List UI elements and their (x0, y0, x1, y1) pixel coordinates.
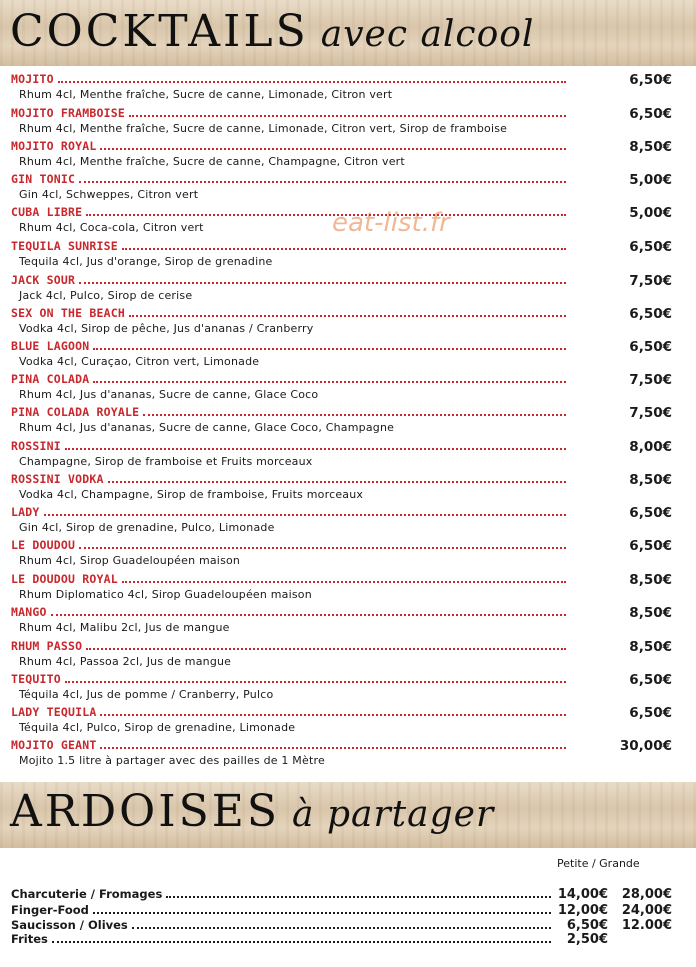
cocktail-price: 8,50€ (629, 572, 672, 588)
board-size-header: Petite / Grande (557, 857, 640, 870)
cocktail-name: ROSSINI (11, 439, 61, 453)
cocktail-name: LE DOUDOU ROYAL (11, 572, 118, 586)
cocktail-price: 8,50€ (629, 605, 672, 621)
cocktail-price: 7,50€ (629, 273, 672, 289)
cocktail-name-row (11, 70, 566, 86)
dot-leader (93, 347, 566, 350)
cocktail-item (0, 203, 696, 237)
dot-leader (65, 680, 566, 683)
cocktail-price: 6,50€ (629, 505, 672, 521)
cocktail-name-row (11, 104, 566, 120)
board-item (0, 932, 696, 947)
dot-leader (166, 895, 551, 898)
cocktail-price: 8,00€ (629, 439, 672, 455)
dot-leader (129, 114, 566, 117)
cocktail-price: 6,50€ (629, 239, 672, 255)
cocktail-description: Téquila 4cl, Pulco, Sirop de grenadine, Limonade (19, 721, 296, 734)
cocktail-name: LADY (11, 505, 40, 519)
cocktail-item (0, 104, 696, 138)
cocktail-price: 30,00€ (619, 738, 672, 754)
cocktail-name: LE DOUDOU (11, 538, 76, 552)
cocktail-name: GIN TONIC (11, 172, 76, 186)
cocktail-name-row (11, 736, 566, 752)
cocktail-description: Vodka 4cl, Sirop de pêche, Jus d'ananas / Cranberry (19, 322, 314, 335)
cocktail-item (0, 536, 696, 570)
dot-leader (108, 480, 566, 483)
cocktail-name: ROSSINI VODKA (11, 472, 104, 486)
board-price-large: 28,00€ (621, 887, 672, 902)
board-name: Finger-Food (11, 903, 89, 917)
cocktail-name: MOJITO ROYAL (11, 139, 97, 153)
cocktail-name: SEX ON THE BEACH (11, 306, 125, 320)
cocktail-name-row (11, 470, 566, 486)
cocktail-description: Mojito 1.5 litre à partager avec des pailles de 1 Mètre (19, 754, 325, 767)
cocktail-description: Rhum 4cl, Malibu 2cl, Jus de mangue (19, 621, 230, 634)
cocktail-name-row (11, 337, 566, 353)
dot-leader (132, 926, 551, 929)
dot-leader (122, 247, 566, 250)
board-name-row (11, 887, 551, 901)
cocktail-name-row (11, 370, 566, 386)
watermark: eat-list.fr (332, 208, 450, 238)
cocktails-title (10, 6, 534, 57)
dot-leader (79, 546, 566, 549)
cocktail-name: LADY TEQUILA (11, 705, 97, 719)
cocktail-name-row (11, 703, 566, 719)
cocktail-description: Rhum 4cl, Menthe fraîche, Sucre de canne, Champagne, Citron vert (19, 155, 405, 168)
board-name-row (11, 932, 551, 946)
cocktail-description: Vodka 4cl, Curaçao, Citron vert, Limonade (19, 355, 260, 368)
cocktails-title-script: avec alcool (320, 14, 535, 55)
cocktail-name: JACK SOUR (11, 273, 76, 287)
cocktail-description: Rhum Diplomatico 4cl, Sirop Guadeloupéen maison (19, 588, 312, 601)
boards-banner (0, 782, 696, 848)
cocktail-name: PINA COLADA ROYALE (11, 405, 140, 419)
cocktail-description: Rhum 4cl, Jus d'ananas, Sucre de canne, Glace Coco (19, 388, 319, 401)
board-item (0, 887, 696, 902)
cocktail-price: 5,00€ (629, 205, 672, 221)
cocktail-item (0, 470, 696, 504)
cocktail-item (0, 703, 696, 737)
cocktail-item (0, 337, 696, 371)
board-name-row (11, 903, 551, 917)
cocktail-description: Rhum 4cl, Menthe fraîche, Sucre de canne, Limonade, Citron vert (19, 88, 393, 101)
board-name: Saucisson / Olives (11, 918, 128, 932)
dot-leader (86, 647, 566, 650)
cocktail-name: BLUE LAGOON (11, 339, 90, 353)
dot-leader (79, 281, 566, 284)
cocktail-name-row (11, 637, 566, 653)
boards-title-script: à partager (292, 794, 495, 835)
dot-leader (44, 513, 567, 516)
dot-leader (129, 314, 566, 317)
cocktail-price: 8,50€ (629, 639, 672, 655)
cocktail-item (0, 603, 696, 637)
cocktail-name-row (11, 203, 566, 219)
dot-leader (65, 447, 566, 450)
cocktail-price: 6,50€ (629, 306, 672, 322)
cocktail-item (0, 304, 696, 338)
cocktail-item (0, 503, 696, 537)
cocktail-item (0, 570, 696, 604)
cocktail-item (0, 237, 696, 271)
board-name: Charcuterie / Fromages (11, 887, 163, 901)
cocktail-item (0, 170, 696, 204)
cocktail-name: MANGO (11, 605, 47, 619)
dot-leader (100, 713, 566, 716)
cocktail-name-row (11, 670, 566, 686)
cocktail-name: MOJITO FRAMBOISE (11, 106, 125, 120)
board-price-small: 2,50€ (566, 932, 608, 947)
cocktail-description: Rhum 4cl, Coca-cola, Citron vert (19, 221, 204, 234)
cocktail-name-row (11, 536, 566, 552)
board-price-large: 24,00€ (621, 903, 672, 918)
dot-leader (143, 413, 566, 416)
cocktail-name-row (11, 570, 566, 586)
cocktail-name: MOJITO (11, 72, 54, 86)
dot-leader (93, 911, 551, 914)
cocktail-price: 5,00€ (629, 172, 672, 188)
board-item (0, 903, 696, 918)
cocktail-name-row (11, 437, 566, 453)
cocktail-item (0, 370, 696, 404)
cocktail-name-row (11, 403, 566, 419)
cocktail-description: Tequila 4cl, Jus d'orange, Sirop de grenadine (19, 255, 273, 268)
cocktail-description: Téquila 4cl, Jus de pomme / Cranberry, Pulco (19, 688, 274, 701)
cocktail-name: RHUM PASSO (11, 639, 83, 653)
cocktail-name: TEQUITO (11, 672, 61, 686)
board-price-small: 14,00€ (557, 887, 608, 902)
cocktail-price: 7,50€ (629, 405, 672, 421)
cocktail-description: Jack 4cl, Pulco, Sirop de cerise (19, 289, 193, 302)
board-price-small: 6,50€ (566, 918, 608, 933)
board-item (0, 918, 696, 933)
dot-leader (122, 580, 566, 583)
cocktail-name-row (11, 170, 566, 186)
cocktail-item (0, 70, 696, 104)
cocktail-price: 8,50€ (629, 139, 672, 155)
cocktail-description: Rhum 4cl, Passoa 2cl, Jus de mangue (19, 655, 232, 668)
dot-leader (79, 180, 566, 183)
boards-title (10, 786, 494, 837)
cocktail-item (0, 403, 696, 437)
cocktail-name: MOJITO GEANT (11, 738, 97, 752)
cocktail-description: Gin 4cl, Schweppes, Citron vert (19, 188, 199, 201)
cocktail-name-row (11, 237, 566, 253)
cocktail-description: Rhum 4cl, Sirop Guadeloupéen maison (19, 554, 241, 567)
cocktail-price: 6,50€ (629, 538, 672, 554)
cocktail-price: 7,50€ (629, 372, 672, 388)
cocktail-name-row (11, 271, 566, 287)
cocktail-item (0, 637, 696, 671)
dot-leader (100, 147, 566, 150)
cocktail-price: 6,50€ (629, 339, 672, 355)
board-price-large: 12.00€ (621, 918, 672, 933)
cocktail-name-row (11, 503, 566, 519)
cocktail-item (0, 137, 696, 171)
cocktail-name-row (11, 603, 566, 619)
cocktail-price: 6,50€ (629, 705, 672, 721)
dot-leader (93, 380, 566, 383)
cocktail-price: 6,50€ (629, 72, 672, 88)
dot-leader (100, 746, 566, 749)
dot-leader (51, 613, 566, 616)
dot-leader (58, 80, 566, 83)
cocktail-price: 8,50€ (629, 472, 672, 488)
cocktail-item (0, 437, 696, 471)
cocktail-description: Rhum 4cl, Menthe fraîche, Sucre de canne, Limonade, Citron vert, Sirop de framboise (19, 122, 508, 135)
cocktail-description: Rhum 4cl, Jus d'ananas, Sucre de canne, Glace Coco, Champagne (19, 421, 395, 434)
cocktails-banner (0, 0, 696, 66)
cocktail-description: Vodka 4cl, Champagne, Sirop de framboise, Fruits morceaux (19, 488, 364, 501)
dot-leader (86, 213, 566, 216)
cocktail-name: TEQUILA SUNRISE (11, 239, 118, 253)
board-name: Frites (11, 932, 48, 946)
cocktail-name-row (11, 304, 566, 320)
cocktail-item (0, 271, 696, 305)
board-name-row (11, 918, 551, 932)
cocktail-price: 6,50€ (629, 672, 672, 688)
cocktails-title-main: COCKTAILS (10, 6, 309, 57)
cocktail-item (0, 736, 696, 770)
cocktail-name-row (11, 137, 566, 153)
cocktail-price: 6,50€ (629, 106, 672, 122)
cocktail-name: CUBA LIBRE (11, 205, 83, 219)
cocktail-item (0, 670, 696, 704)
board-price-small: 12,00€ (557, 903, 608, 918)
cocktail-name: PINA COLADA (11, 372, 90, 386)
cocktail-description: Champagne, Sirop de framboise et Fruits morceaux (19, 455, 313, 468)
cocktail-description: Gin 4cl, Sirop de grenadine, Pulco, Limonade (19, 521, 275, 534)
boards-title-main: ARDOISES (10, 786, 281, 837)
dot-leader (52, 940, 551, 943)
